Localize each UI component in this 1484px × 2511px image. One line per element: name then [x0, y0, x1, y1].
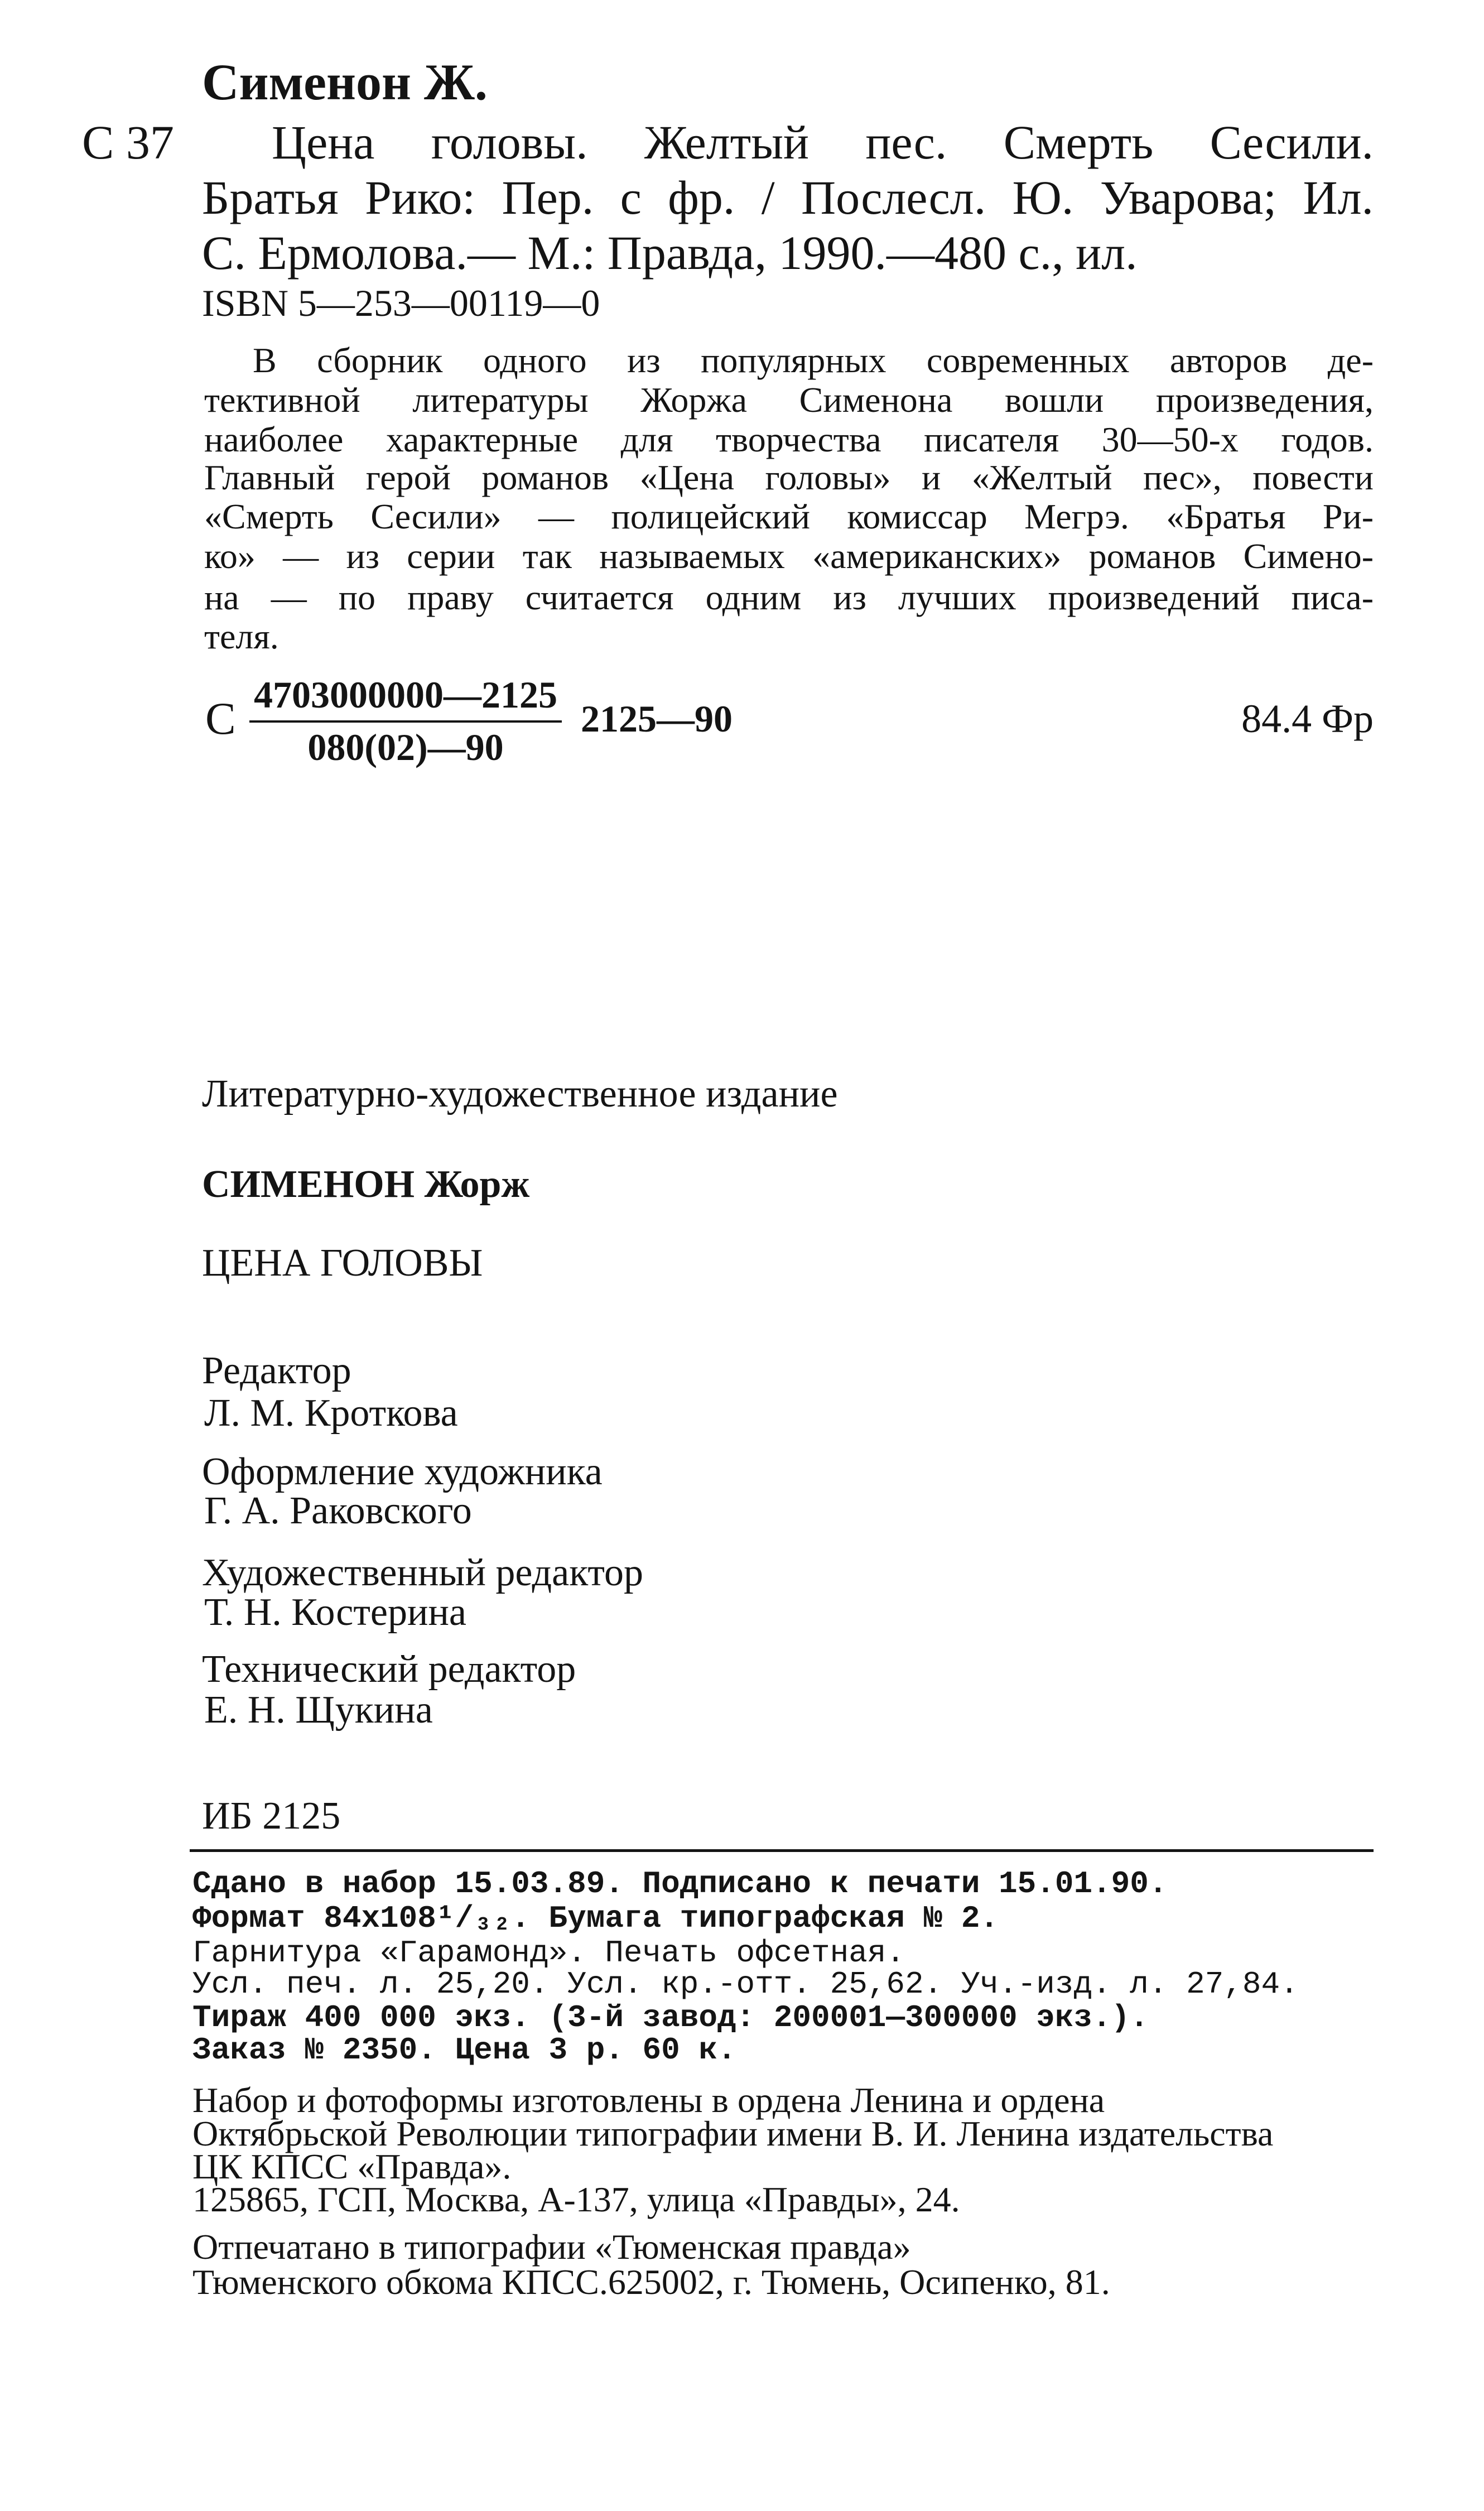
bibliographic-line-3: С. Ермолова.— М.: Правда, 1990.—480 с., ил. [202, 226, 1138, 280]
fraction-bar [249, 720, 562, 723]
production-line: Гарнитура «Гарамонд». Печать офсетная. [192, 1935, 905, 1971]
ib-number: ИБ 2125 [202, 1795, 341, 1837]
isbn: ISBN 5—253—00119—0 [202, 282, 600, 324]
classification-letter: С [205, 693, 236, 744]
annotation-line: наиболее характерные для творчества писателя 30—50-х годов. [204, 420, 1374, 459]
bbk-index: 84.4 Фр [1241, 696, 1374, 741]
credit-role: Редактор [202, 1349, 351, 1392]
edition-type: Литературно-художественное издание [202, 1072, 838, 1115]
classification-numerator: 4703000000—2125 [254, 674, 557, 716]
production-line: Усл. печ. л. 25,20. Усл. кр.-отт. 25,62. Уч.-изд. л. 27,84. [192, 1966, 1299, 2002]
catalog-code: С 37 [82, 116, 174, 169]
credit-name: Е. Н. Щукина [204, 1689, 433, 1731]
credit-name: Т. Н. Костерина [204, 1591, 466, 1634]
annotation-line: В сборник одного из популярных современных авторов де- [253, 340, 1374, 380]
production-line: Сдано в набор 15.03.89. Подписано к печати 15.01.90. [192, 1866, 1168, 1902]
classification-denominator: 080(02)—90 [307, 726, 504, 768]
divider-rule [190, 1849, 1374, 1852]
annotation-line: «Смерть Сесили» — полицейский комиссар Мегрэ. «Братья Ри- [204, 497, 1374, 536]
printed-at-line: Отпечатано в типографии «Тюменская правда» [192, 2227, 911, 2267]
annotation-line: на — по праву считается одним из лучших произведений писа- [204, 578, 1374, 617]
annotation-line: ко» — из серии так называемых «американских» романов Симено- [204, 536, 1374, 576]
annotation-line: тективной литературы Жоржа Сименона вошли произведения, [204, 380, 1374, 420]
production-line: Тираж 400 000 экз. (3-й завод: 200001—300000 экз.). [192, 2000, 1149, 2036]
printing-line: 125865, ГСП, Москва, А-137, улица «Правды», 24. [192, 2180, 960, 2219]
printing-line: Набор и фотоформы изготовлены в ордена Ленина и ордена [192, 2080, 1105, 2120]
production-line: Заказ № 2350. Цена 3 р. 60 к. [192, 2032, 736, 2068]
printing-line: Октябрьской Революции типографии имени В. И. Ленина издательства [192, 2114, 1274, 2153]
annotation-line: теля. [204, 617, 279, 656]
credit-role: Технический редактор [202, 1648, 576, 1691]
header-author: Сименон Ж. [202, 54, 488, 110]
bibliographic-line-2: Братья Рико: Пер. с фр. / Послесл. Ю. Уварова; Ил. [202, 171, 1374, 224]
imprint-author: СИМЕНОН Жорж [202, 1163, 530, 1206]
credit-name: Л. М. Кроткова [204, 1392, 458, 1435]
annotation-line: Главный герой романов «Цена головы» и «Желтый пес», повести [204, 458, 1374, 497]
imprint-title: ЦЕНА ГОЛОВЫ [202, 1242, 483, 1285]
printing-line: ЦК КПСС «Правда». [192, 2147, 512, 2186]
credit-role: Оформление художника [202, 1450, 603, 1493]
credit-name: Г. А. Раковского [204, 1489, 472, 1532]
production-line: Формат 84x108¹/₃₂. Бумага типографская № 2. [192, 1901, 999, 1936]
bibliographic-line-1: Цена головы. Желтый пес. Смерть Сесили. [272, 116, 1374, 169]
printed-at-line: Тюменского обкома КПСС.625002, г. Тюмень, Осипенко, 81. [192, 2262, 1110, 2302]
credit-role: Художественный редактор [202, 1551, 643, 1594]
classification-code: 2125—90 [581, 698, 733, 740]
